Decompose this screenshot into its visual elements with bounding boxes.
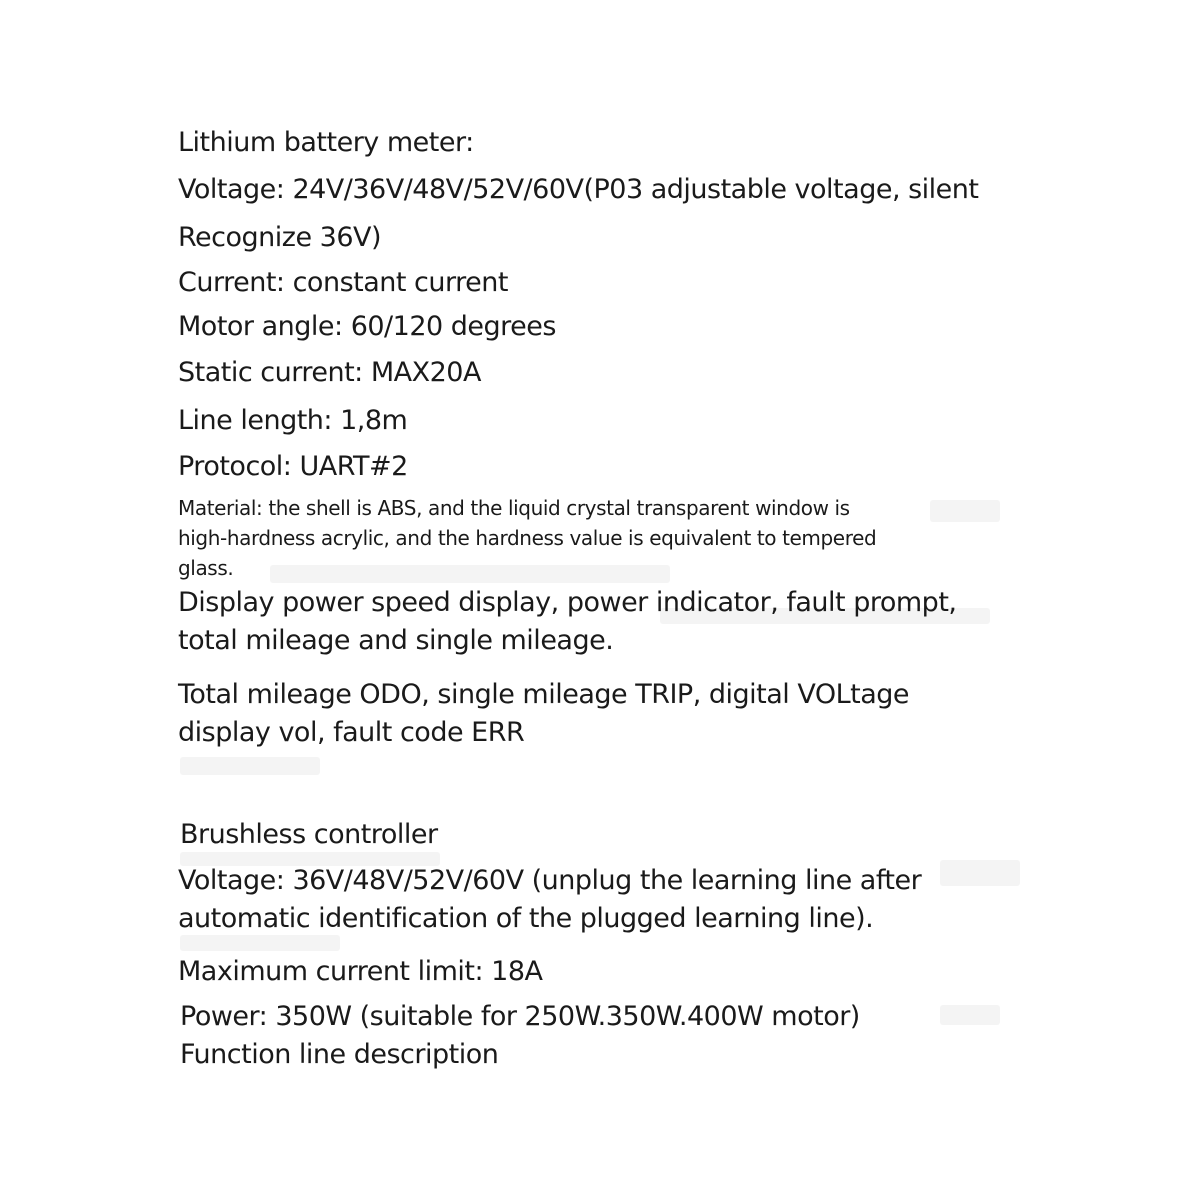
display-line-1: Display power speed display, power indicator, fault prompt, (178, 587, 957, 618)
meter-current: Current: constant current (178, 267, 508, 298)
meter-display (178, 584, 1078, 660)
meter-material (178, 493, 998, 583)
meter-protocol: Protocol: UART#2 (178, 451, 408, 482)
material-line-3: glass. (178, 556, 234, 580)
controller-voltage-line-1: Voltage: 36V/48V/52V/60V (unplug the learning line after (178, 865, 922, 896)
meter-modes (178, 676, 1078, 752)
modes-line-2: display vol, fault code ERR (178, 717, 525, 748)
modes-line-1: Total mileage ODO, single mileage TRIP, digital VOLtage (178, 679, 910, 710)
background-artifact (180, 757, 320, 775)
meter-motor-angle: Motor angle: 60/120 degrees (178, 311, 556, 342)
material-line-1: Material: the shell is ABS, and the liquid crystal transparent window is (178, 496, 850, 520)
meter-heading: Lithium battery meter: (178, 127, 474, 158)
controller-voltage-line-2: automatic identification of the plugged learning line). (178, 903, 874, 934)
meter-line-length: Line length: 1,8m (178, 405, 408, 436)
meter-static-current: Static current: MAX20A (178, 357, 481, 388)
material-line-2: high-hardness acrylic, and the hardness value is equivalent to tempered (178, 526, 877, 550)
controller-function: Function line description (180, 1039, 499, 1070)
controller-voltage (178, 862, 1078, 938)
controller-max-current: Maximum current limit: 18A (178, 956, 543, 987)
controller-power: Power: 350W (suitable for 250W.350W.400W motor) (180, 1001, 860, 1032)
display-line-2: total mileage and single mileage. (178, 625, 614, 656)
background-artifact (940, 1005, 1000, 1025)
meter-voltage: Voltage: 24V/36V/48V/52V/60V(P03 adjustable voltage, silent (178, 174, 979, 205)
controller-heading: Brushless controller (180, 819, 438, 850)
meter-voltage-cont: Recognize 36V) (178, 222, 382, 253)
